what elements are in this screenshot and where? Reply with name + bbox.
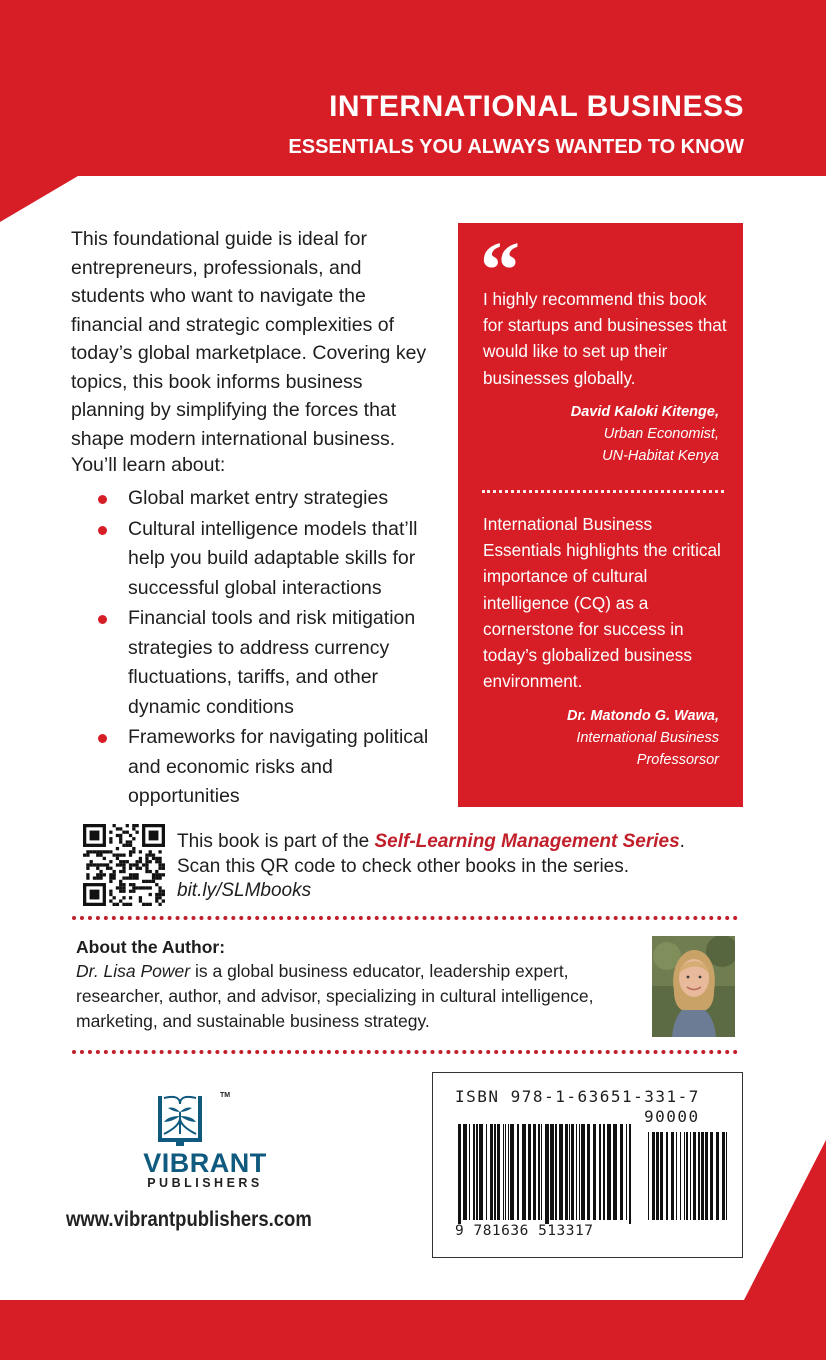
testimonial-1-attribution <box>479 401 719 467</box>
dotted-divider <box>72 1050 738 1054</box>
intro-paragraph: This foundational guide is ideal for entrepreneurs, professionals, and students who want to navigate the financial and strategic complexities of today’s global marketplace. Covering key topics, this book informs business planning by simplifying the forces that shape modern international business. <box>71 228 427 450</box>
trademark: TM <box>220 1092 231 1099</box>
dotted-divider <box>482 490 724 493</box>
learn-heading: You’ll learn about: <box>71 454 226 476</box>
author-photo <box>652 936 735 1037</box>
barcode-addon: 90000 <box>644 1107 700 1126</box>
barcode-icon <box>452 1108 734 1224</box>
testimonial-2-title: Professorsor <box>636 752 719 768</box>
testimonial-1-role: Urban Economist, <box>603 426 719 442</box>
bullet-dot-icon <box>98 615 107 624</box>
book-subtitle: ESSENTIALS YOU ALWAYS WANTED TO KNOW <box>288 136 744 158</box>
bullet-dot-icon <box>98 495 107 504</box>
learn-list <box>98 484 433 813</box>
bullet-dot-icon <box>98 734 107 743</box>
list-item-text: Frameworks for navigating political and economic risks and opportunities <box>128 726 429 807</box>
testimonial-box <box>458 223 743 807</box>
testimonial-2-attribution <box>479 705 719 771</box>
quote-mark-icon: “ <box>480 227 520 315</box>
series-name: Self-Learning Management Series <box>374 831 680 852</box>
testimonial-1-text: I highly recommend this book for startups and businesses that would like to set up their businesses globally. <box>483 289 727 388</box>
series-line: This book is part of the Self-Learning Management Series. <box>177 831 685 852</box>
series-link[interactable]: bit.ly/SLMbooks <box>177 880 312 901</box>
list-item-text: Cultural intelligence models that’ll help you build adaptable skills for successful global interactions <box>128 517 418 599</box>
list-item-text: Global market entry strategies <box>128 487 389 509</box>
list-item <box>98 515 433 604</box>
list-item <box>98 604 433 722</box>
author-heading: About the Author: <box>76 937 226 957</box>
testimonial-1-name: David Kaloki Kitenge, <box>570 404 719 420</box>
bullet-dot-icon <box>98 526 107 535</box>
isbn-label: ISBN 978-1-63651-331-7 <box>455 1087 700 1106</box>
publisher-subtitle: PUBLISHERS <box>147 1176 263 1190</box>
book-title: INTERNATIONAL BUSINESS <box>329 90 744 123</box>
qr-code-icon <box>83 824 165 906</box>
testimonial-2-name: Dr. Matondo G. Wawa, <box>567 708 719 724</box>
list-item <box>98 723 433 812</box>
author-bio: Dr. Lisa Power is a global business educator, leadership expert, researcher, author, and advisor, specializing in cultural intelligence, marketing, and sustainable business strategy. <box>76 961 594 1031</box>
testimonial-2-text: International Business Essentials highlights the critical importance of cultural intelligence (CQ) as a cornerstone for success in today’s globalized business environment. <box>483 514 721 692</box>
barcode-digits: 9 781636 513317 <box>455 1223 594 1239</box>
dotted-divider <box>72 916 738 920</box>
series-scan-text: Scan this QR code to check other books in the series. <box>177 856 630 877</box>
list-item <box>98 484 433 514</box>
publisher-url[interactable]: www.vibrantpublishers.com <box>66 1208 312 1231</box>
publisher-name: VIBRANT <box>143 1148 267 1178</box>
testimonial-2-role: International Business <box>576 730 719 746</box>
testimonial-1-org: UN-Habitat Kenya <box>602 448 719 464</box>
author-name: Dr. Lisa Power <box>76 961 191 981</box>
list-item-text: Financial tools and risk mitigation strategies to address currency fluctuations, tariffs, and other dynamic conditions <box>128 607 416 718</box>
